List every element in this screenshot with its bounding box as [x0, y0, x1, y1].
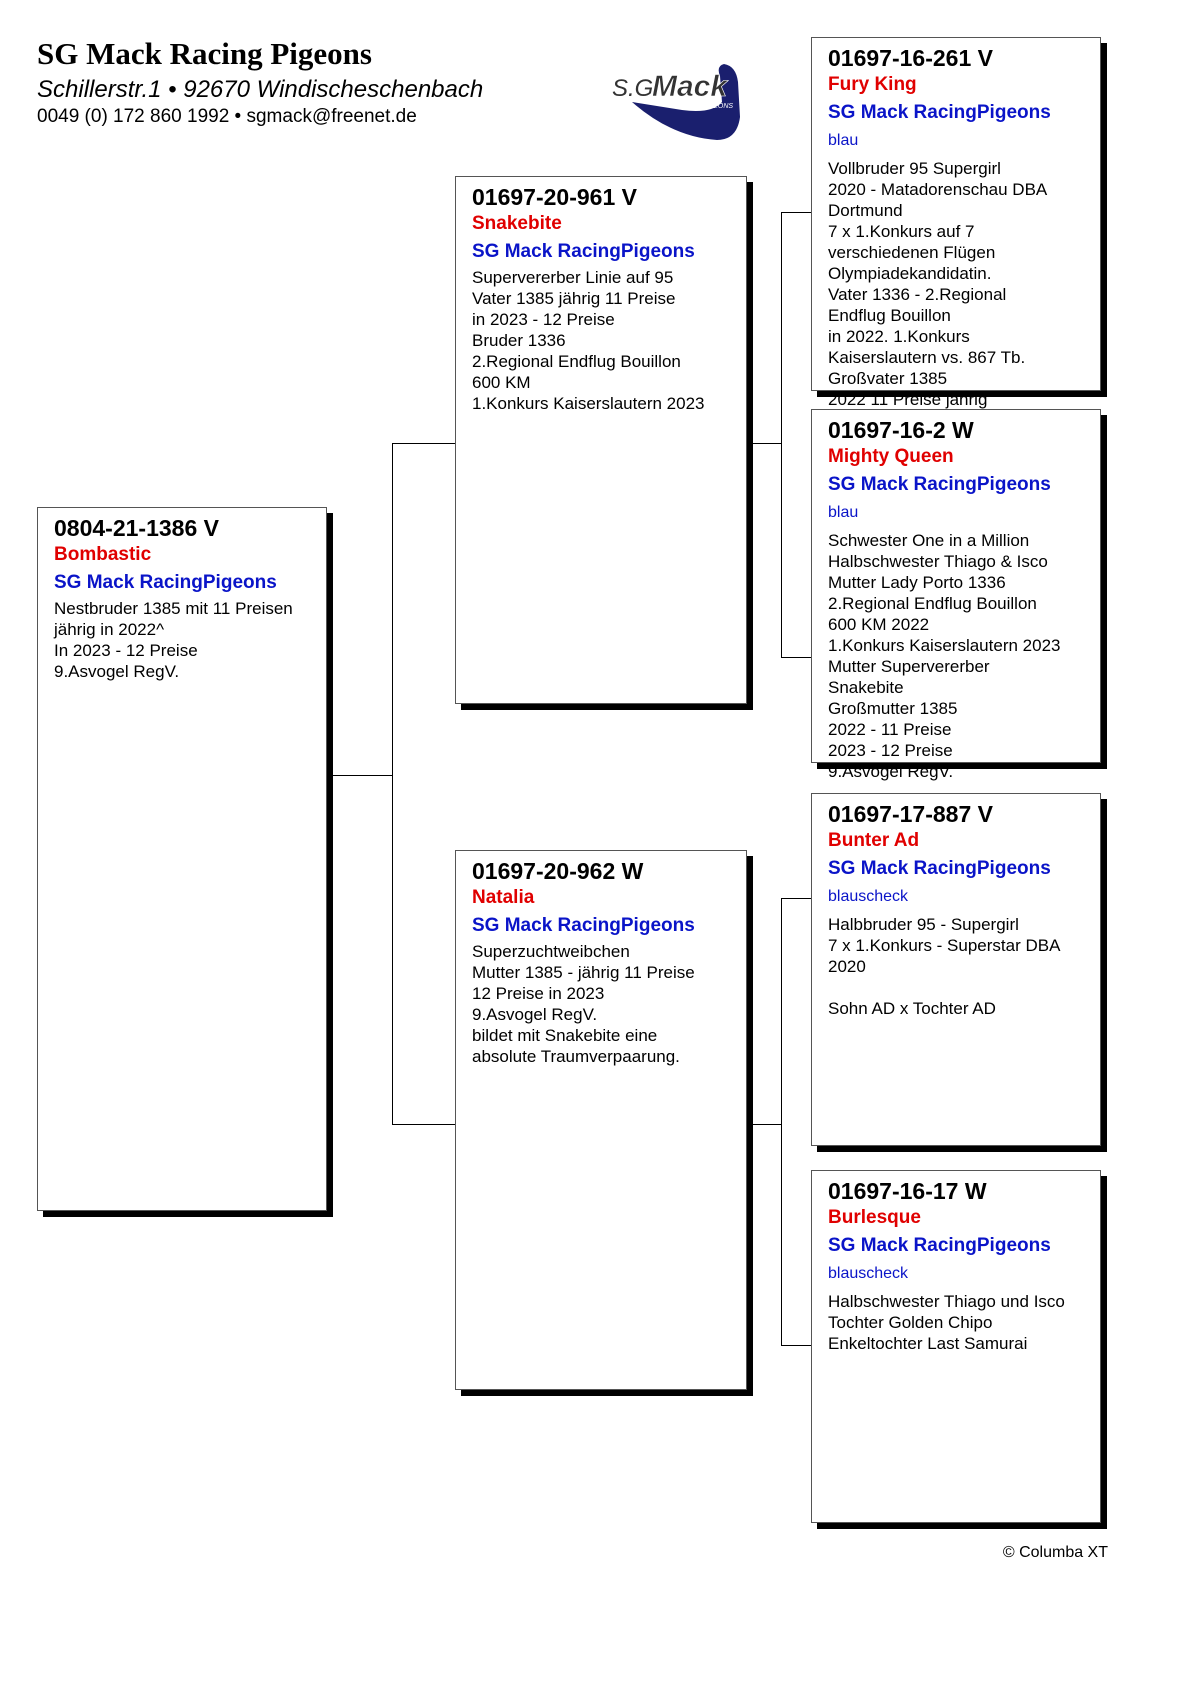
notes: Halbschwester Thiago und Isco Tochter Golden Chipo Enkeltochter Last Samurai: [828, 1292, 1065, 1353]
breeder: SG Mack RacingPigeons: [828, 102, 1051, 123]
ring-number: 01697-20-962 W: [472, 858, 644, 884]
address: Schillerstr.1 • 92670 Windischeschenbach: [37, 76, 484, 103]
breeder: SG Mack RacingPigeons: [828, 1235, 1051, 1256]
connector: [781, 212, 811, 213]
breeder: SG Mack RacingPigeons: [828, 858, 1051, 879]
pigeon-name: Mighty Queen: [828, 446, 954, 467]
pigeon-name: Burlesque: [828, 1207, 921, 1228]
connector: [327, 775, 392, 776]
ring-number: 01697-16-17 W: [828, 1178, 987, 1204]
ring-number: 01697-17-887 V: [828, 801, 993, 827]
connector: [747, 443, 781, 444]
pigeon-card-dam-sire: [811, 793, 1101, 1146]
ring-number: 01697-20-961 V: [472, 184, 637, 210]
connector: [781, 1345, 811, 1346]
plumage-color: blauscheck: [828, 888, 909, 905]
breeder: SG Mack RacingPigeons: [54, 572, 277, 593]
ring-number: 01697-16-2 W: [828, 417, 974, 443]
pigeon-card-sire-sire: [811, 37, 1101, 409]
plumage-color: blau: [828, 132, 859, 149]
connector: [781, 657, 811, 658]
notes: Supervererber Linie auf 95 Vater 1385 jährig 11 Preise in 2023 - 12 Preise Bruder 1336 2.Regional Endflug Bouillon 600 KM 1.Konkurs Kaiserslautern 2023: [472, 268, 705, 413]
connector: [781, 212, 782, 658]
connector: [747, 1124, 781, 1125]
notes: Vollbruder 95 Supergirl 2020 - Matadorenschau DBA Dortmund 7 x 1.Konkurs auf 7 verschiedenen Flügen Olympiadekandidatin. Vater 1336 - 2.Regional Endflug Bouillon in 2022. 1.Konkurs Kaiserslautern vs. 867 Tb. Großvater 1385 2022 11 Preise jährig: [828, 159, 1048, 409]
notes: Schwester One in a Million Halbschwester Thiago & Isco Mutter Lady Porto 1336 2.Regional Endflug Bouillon 600 KM 2022 1.Konkurs Kaiserslautern 2023 Mutter Supervererber Snakebite Großmutter 1385 2022 - 11 Preise 2023 - 12 Preise 9.Asvogel RegV.: [828, 531, 1061, 781]
svg-text:Mack: Mack: [652, 70, 728, 103]
plumage-color: blauscheck: [828, 1265, 909, 1282]
plumage-color: blau: [828, 504, 859, 521]
pigeon-card-sire: [455, 176, 747, 704]
connector: [781, 898, 782, 1346]
notes: Halbbruder 95 - Supergirl 7 x 1.Konkurs - Superstar DBA 2020 Sohn AD x Tochter AD: [828, 915, 1061, 1018]
contact-info: 0049 (0) 172 860 1992 • sgmack@freenet.de: [37, 106, 417, 127]
breeder: SG Mack RacingPigeons: [472, 241, 695, 262]
ring-number: 01697-16-261 V: [828, 45, 993, 71]
connector: [392, 1124, 455, 1125]
pigeon-name: Bombastic: [54, 544, 152, 565]
connector: [392, 443, 393, 1125]
breeder: SG Mack RacingPigeons: [472, 915, 695, 936]
sg-mack-logo: [612, 62, 748, 144]
pigeon-name: Fury King: [828, 74, 917, 95]
page-title: SG Mack Racing Pigeons: [37, 36, 372, 71]
pigeon-name: Snakebite: [472, 213, 562, 234]
pigeon-name: Natalia: [472, 887, 535, 908]
connector: [392, 443, 455, 444]
notes: Nestbruder 1385 mit 11 Preisen jährig in 2022^ In 2023 - 12 Preise 9.Asvogel RegV.: [54, 599, 293, 681]
copyright: © Columba XT: [1002, 1544, 1108, 1561]
svg-text:S.G.: S.G.: [612, 75, 661, 102]
pigeon-card-sire-dam: [811, 409, 1101, 781]
breeder: SG Mack RacingPigeons: [828, 474, 1051, 495]
pigeon-card-dam: [455, 850, 747, 1390]
pigeon-card-dam-dam: [811, 1170, 1101, 1523]
ring-number: 0804-21-1386 V: [54, 515, 219, 541]
notes: Superzuchtweibchen Mutter 1385 - jährig 11 Preise 12 Preise in 2023 9.Asvogel RegV. bildet mit Snakebite eine absolute Traumverpaarung.: [472, 942, 695, 1066]
pigeon-name: Bunter Ad: [828, 830, 920, 851]
pigeon-card-subject: [37, 507, 327, 1211]
svg-text:RACING PIGEONS: RACING PIGEONS: [672, 103, 734, 110]
connector: [781, 898, 811, 899]
